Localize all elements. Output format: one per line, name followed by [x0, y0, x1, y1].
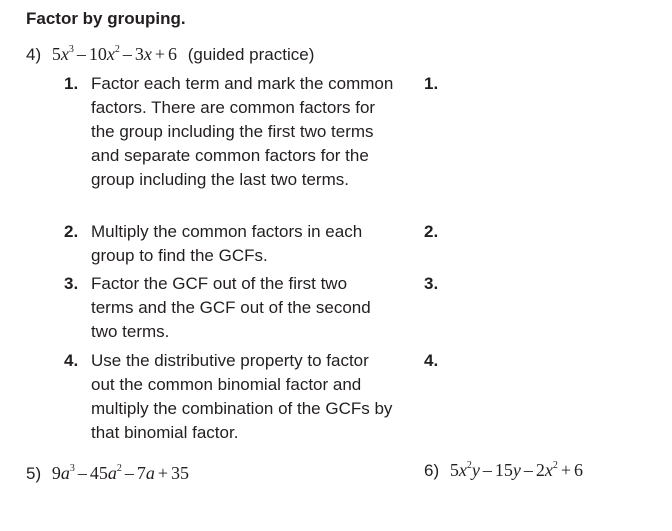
step-3	[64, 272, 394, 344]
problem-5	[26, 463, 189, 484]
step-number: 2.	[64, 222, 79, 241]
problem-6	[424, 460, 583, 481]
step-4	[64, 349, 394, 445]
step-text: Factor each term and mark the common factors. There are common factors for the group including the first two terms and separate common factors for the group including the last two terms.	[91, 74, 394, 189]
answer-label-1: 1.	[424, 74, 439, 93]
polynomial-expression: $5x^3 - 10x^2 - 3x + 6$	[51, 44, 178, 64]
step-2	[64, 220, 394, 268]
step-number: 4.	[64, 351, 79, 370]
step-number: 3.	[64, 274, 79, 293]
polynomial-expression: $9a^3 - 45a^2 - 7a + 35$	[51, 463, 190, 483]
step-text: Factor the GCF out of the first two terms and the GCF out of the second two terms.	[91, 274, 371, 341]
step-text: Use the distributive property to factor out the common binomial factor and multiply the combination of the GCFs by that binomial factor.	[91, 351, 393, 442]
problem-number: 4)	[26, 45, 42, 64]
problem-number: 5)	[26, 464, 42, 483]
step-text: Multiply the common factors in each group to find the GCFs.	[91, 222, 363, 265]
problem-4	[26, 44, 314, 65]
answer-label-2: 2.	[424, 222, 439, 241]
step-number: 1.	[64, 74, 79, 93]
step-1	[64, 72, 394, 192]
problem-note: (guided practice)	[187, 45, 315, 64]
section-heading: Factor by grouping.	[26, 9, 186, 28]
answer-label-4: 4.	[424, 351, 439, 370]
answer-label-3: 3.	[424, 274, 439, 293]
polynomial-expression: $5x^2y - 15y - 2x^2 + 6$	[449, 460, 584, 480]
problem-number: 6)	[424, 461, 440, 480]
